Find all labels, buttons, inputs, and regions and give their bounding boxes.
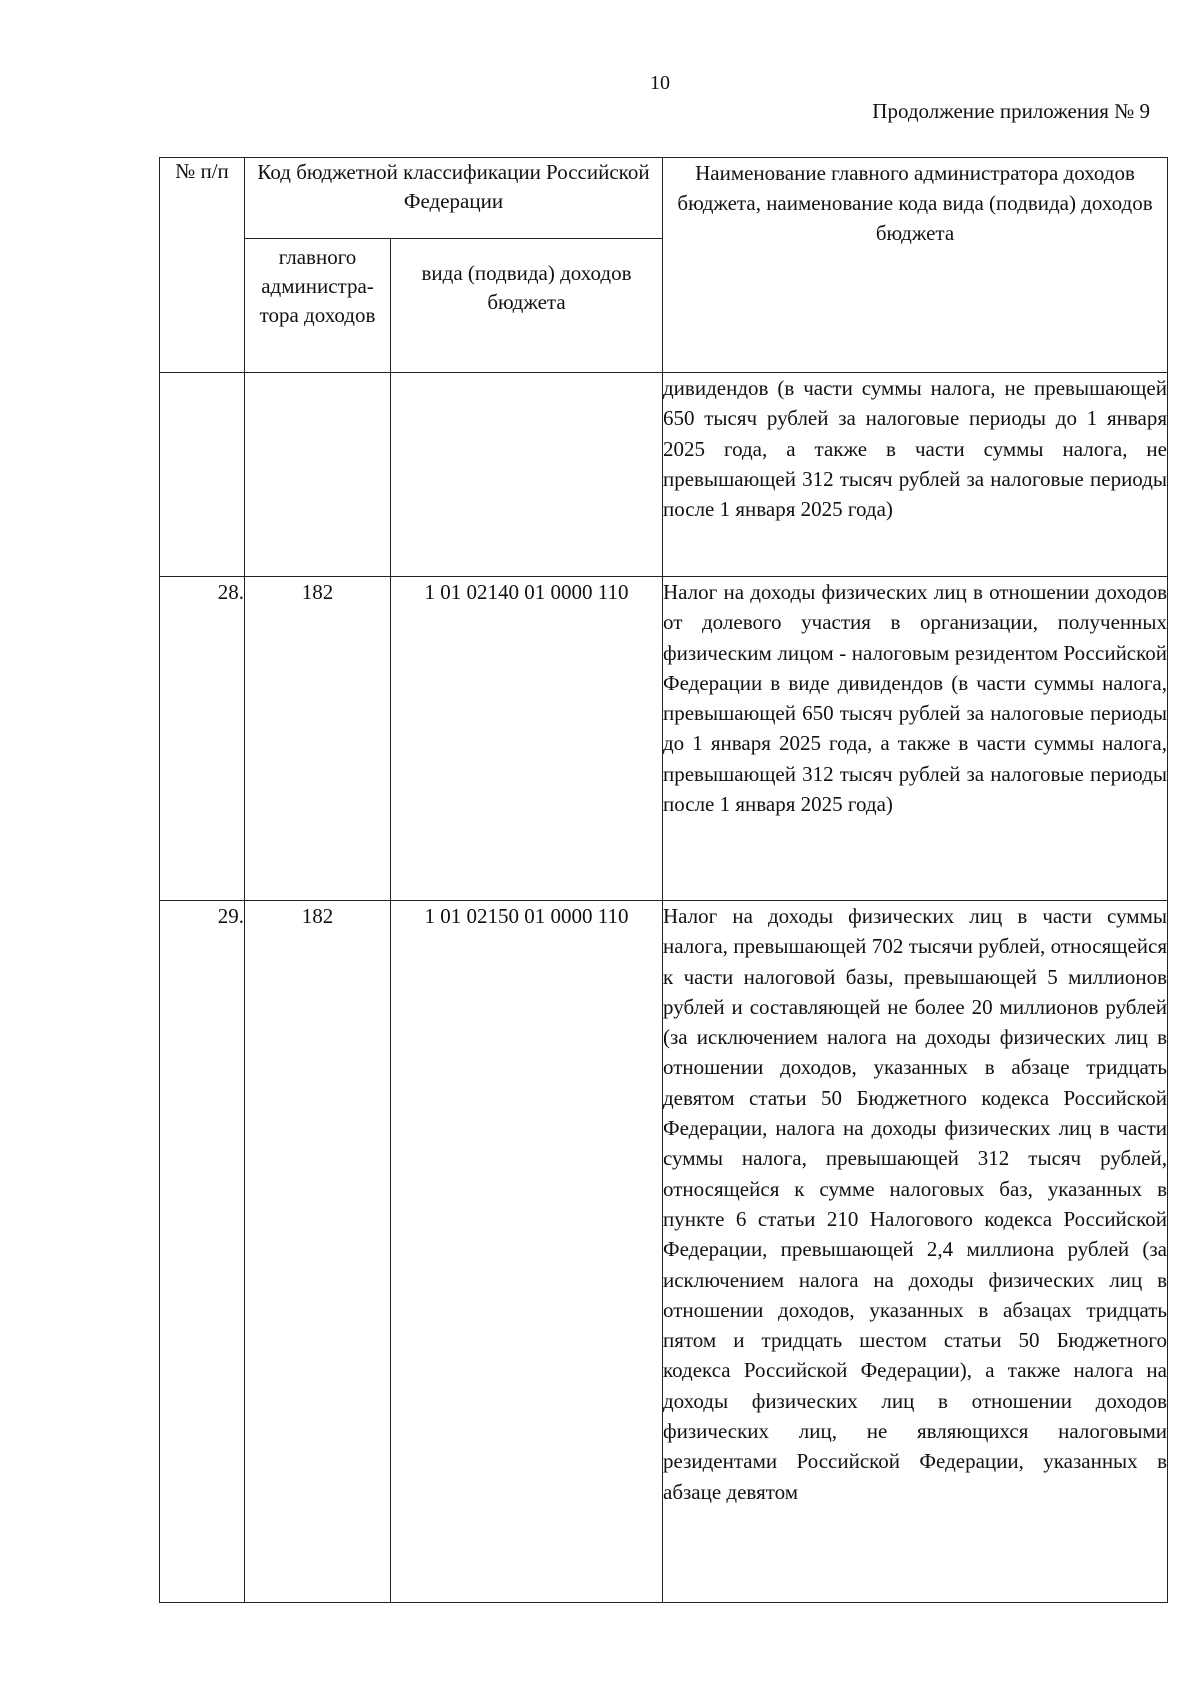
row-number: 29.: [160, 901, 245, 1603]
income-name: Налог на доходы физических лиц в отношении доходов от долевого участия в организации, полученных физическим лицом - налоговым резидентом Российской Федерации в виде дивидендов (в части суммы налога, превышающей 650 тысяч рублей за налоговые периоды до 1 января 2025 года, а также в части суммы налога, превышающей 312 тысяч рублей за налоговые периоды после 1 января 2025 года): [663, 577, 1168, 901]
table-row: [160, 373, 1168, 577]
admin-code: [245, 373, 391, 577]
income-code: 1 01 02150 01 0000 110: [391, 901, 663, 1603]
header-budget-classification-code: Код бюджетной классификации Российской Федерации: [245, 158, 663, 239]
header-income-type-code: вида (подвида) доходов бюджета: [391, 239, 663, 373]
income-code: [391, 373, 663, 577]
table-row: [160, 577, 1168, 901]
row-number: 28.: [160, 577, 245, 901]
income-name: Налог на доходы физических лиц в части суммы налога, превышающей 702 тысячи рублей, относящейся к части налоговой базы, превышающей 5 миллионов рублей и составляющей не более 20 миллионов рублей (за исключением налога на доходы физических лиц в отношении доходов, указанных в абзаце тридцать девятом статьи 50 Бюджетного кодекса Российской Федерации, налога на доходы физических лиц в части суммы налога, превышающей 312 тысяч рублей, относящейся к сумме налоговых баз, указанных в пункте 6 статьи 210 Налогового кодекса Российской Федерации, превышающей 2,4 миллиона рублей (за исключением налога на доходы физических лиц в отношении доходов, указанных в абзацах тридцать пятом и тридцать шестом статьи 50 Бюджетного кодекса Российской Федерации), а также налога на доходы физических лиц в отношении доходов физических лиц, не являющихся налоговыми резидентами Российской Федерации, указанных в абзаце девятом: [663, 901, 1168, 1603]
header-admin-code: главного администра-тора доходов: [245, 239, 391, 373]
header-name: Наименование главного администратора доходов бюджета, наименование кода вида (подвида) доходов бюджета: [663, 158, 1168, 373]
budget-classification-table: [159, 157, 1168, 1603]
admin-code: 182: [245, 901, 391, 1603]
table-row: [160, 901, 1168, 1603]
income-name: дивидендов (в части суммы налога, не превышающей 650 тысяч рублей за налоговые периоды до 1 января 2025 года, а также в части суммы налога, не превышающей 312 тысяч рублей за налоговые периоды после 1 января 2025 года): [663, 373, 1168, 577]
appendix-continuation-title: Продолжение приложения № 9: [872, 99, 1150, 123]
table-header: [160, 158, 1168, 373]
row-number: [160, 373, 245, 577]
income-code: 1 01 02140 01 0000 110: [391, 577, 663, 901]
header-row-number: № п/п: [160, 158, 245, 373]
admin-code: 182: [245, 577, 391, 901]
page-number: 10: [650, 72, 670, 94]
